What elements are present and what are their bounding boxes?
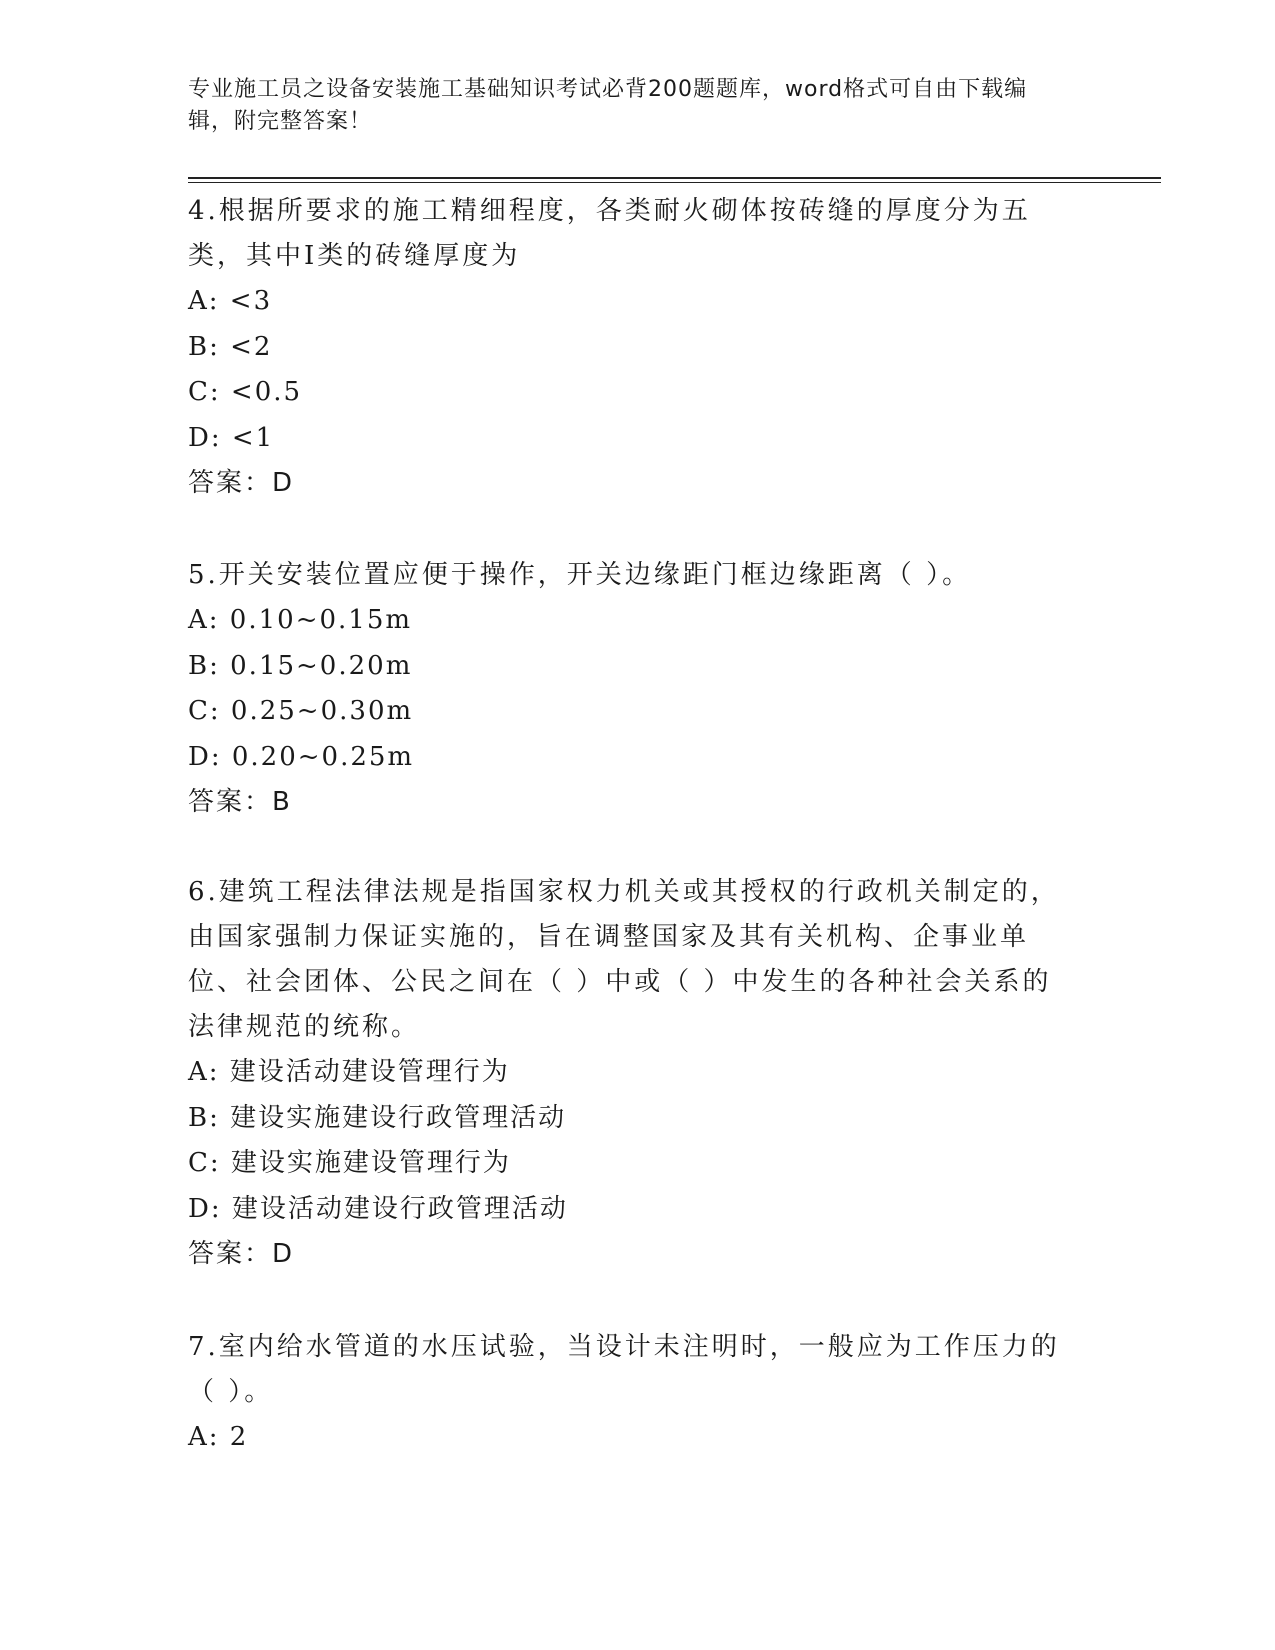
question-stem: 4.根据所要求的施工精细程度，各类耐火砌体按砖缝的厚度分为五类，其中Ⅰ类的砖缝厚度为: [188, 196, 1031, 271]
question-stem: 6.建筑工程法律法规是指国家权力机关或其授权的行政机关制定的，由国家强制力保证实施的，旨在调整国家及其有关机构、企事业单位、社会团体、公民之间在（ ）中或（ ）中发生的各种社会关系的法律规范的统称。: [188, 877, 1060, 1042]
option-a: A: 0.10~0.15m: [188, 605, 413, 635]
question-stem: 5.开关安装位置应便于操作，开关边缘距门框边缘距离（ ）。: [188, 560, 972, 590]
option-a: A: 2: [188, 1422, 249, 1452]
question-7: [188, 1325, 1068, 1461]
answer-label: 答案：B: [188, 787, 292, 817]
header-divider-thin: [188, 182, 1161, 183]
option-b: B: 建设实施建设行政管理活动: [188, 1102, 567, 1133]
answer-label: 答案：D: [188, 1239, 295, 1269]
option-b: B: <2: [188, 331, 273, 362]
question-4: [188, 189, 1068, 506]
option-a: A: <3: [188, 286, 273, 316]
option-c: C: 0.25~0.30m: [188, 696, 414, 726]
question-stem: 7.室内给水管道的水压试验，当设计未注明时，一般应为工作压力的（ ）。: [188, 1332, 1060, 1407]
option-d: D: 建设活动建设行政管理活动: [188, 1193, 568, 1224]
option-c: C: 建设实施建设管理行为: [188, 1148, 511, 1178]
header-divider-thick: [188, 177, 1161, 179]
option-a: A: 建设活动建设管理行为: [188, 1057, 510, 1087]
question-6: [188, 870, 1068, 1277]
question-5: [188, 553, 1068, 825]
option-d: D: <1: [188, 422, 275, 453]
document-header-title: 专业施工员之设备安装施工基础知识考试必背200题题库，word格式可自由下载编辑，附完整答案！: [188, 77, 1028, 134]
answer-label: 答案：D: [188, 468, 295, 498]
option-d: D: 0.20~0.25m: [188, 741, 415, 772]
option-b: B: 0.15~0.20m: [188, 650, 413, 681]
option-c: C: <0.5: [188, 377, 303, 407]
